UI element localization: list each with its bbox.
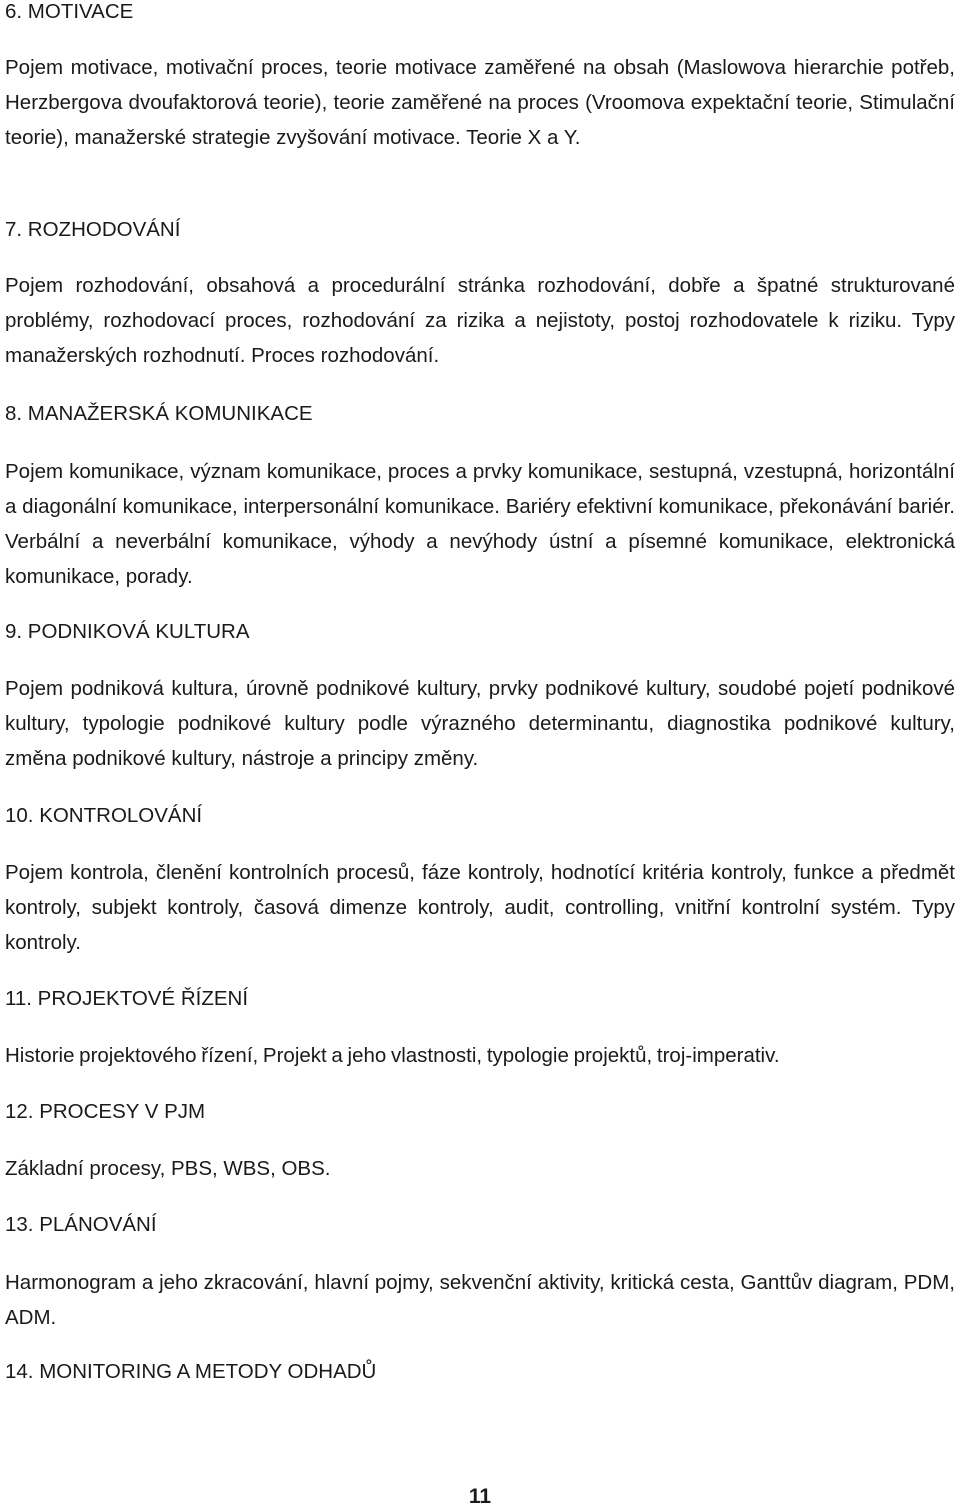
section-text-manazerska-komunikace: Pojem komunikace, význam komunikace, proces a prvky komunikace, sestupná, vzestupná, horizontální a diagonální komunikace, interpersonální komunikace. Bariéry efektivní komunikace, překonávání bariér. Verbální a neverbální komunikace, výhody a nevýhody ústní a písemné komunikace, elektronická komunikace, porady.: [5, 460, 955, 588]
section-heading-monitoring: 14. MONITORING A METODY ODHADŮ: [5, 1360, 377, 1383]
section-heading-projektove-rizeni: 11. PROJEKTOVÉ ŘÍZENÍ: [5, 987, 249, 1010]
section-heading-planovani: 13. PLÁNOVÁNÍ: [5, 1213, 157, 1236]
section-heading-podnikova-kultura: 9. PODNIKOVÁ KULTURA: [5, 620, 250, 643]
section-text-projektove-rizeni: Historie projektového řízení, Projekt a jeho vlastnosti, typologie projektů, troj-imperativ.: [5, 1044, 780, 1067]
section-heading-motivace: 6. MOTIVACE: [5, 0, 134, 23]
section-text-kontrolovani: Pojem kontrola, členění kontrolních procesů, fáze kontroly, hodnotící kritéria kontroly, funkce a předmět kontroly, subjekt kontroly, časová dimenze kontroly, audit, controlling, vnitřní kontrolní systém. Typy kontroly.: [5, 861, 955, 954]
page-number: 11: [468, 1485, 492, 1508]
section-heading-manazerska-komunikace: 8. MANAŽERSKÁ KOMUNIKACE: [5, 402, 313, 425]
section-text-podnikova-kultura: Pojem podniková kultura, úrovně podnikové kultury, prvky podnikové kultury, soudobé pojetí podnikové kultury, typologie podnikové kultury podle výrazného determinantu, diagnostika podnikové kultury, změna podnikové kultury, nástroje a principy změny.: [5, 677, 955, 770]
section-text-motivace: Pojem motivace, motivační proces, teorie motivace zaměřené na obsah (Maslowova hierarchie potřeb, Herzbergova dvoufaktorová teorie), teorie zaměřené na proces (Vroomova expektační teorie, Stimulační teorie), manažerské strategie zvyšování motivace. Teorie X a Y.: [5, 56, 955, 149]
section-text-planovani: Harmonogram a jeho zkracování, hlavní pojmy, sekvenční aktivity, kritická cesta, Ganttův diagram, PDM, ADM.: [5, 1271, 955, 1329]
section-heading-rozhodovani: 7. ROZHODOVÁNÍ: [5, 218, 181, 241]
section-text-procesy-v-pjm: Základní procesy, PBS, WBS, OBS.: [5, 1157, 331, 1180]
section-text-rozhodovani: Pojem rozhodování, obsahová a procedurální stránka rozhodování, dobře a špatné strukturované problémy, rozhodovací proces, rozhodování za rizika a nejistoty, postoj rozhodovatele k riziku. Typy manažerských rozhodnutí. Proces rozhodování.: [5, 274, 955, 367]
section-heading-procesy-v-pjm: 12. PROCESY V PJM: [5, 1100, 206, 1123]
section-heading-kontrolovani: 10. KONTROLOVÁNÍ: [5, 804, 203, 827]
